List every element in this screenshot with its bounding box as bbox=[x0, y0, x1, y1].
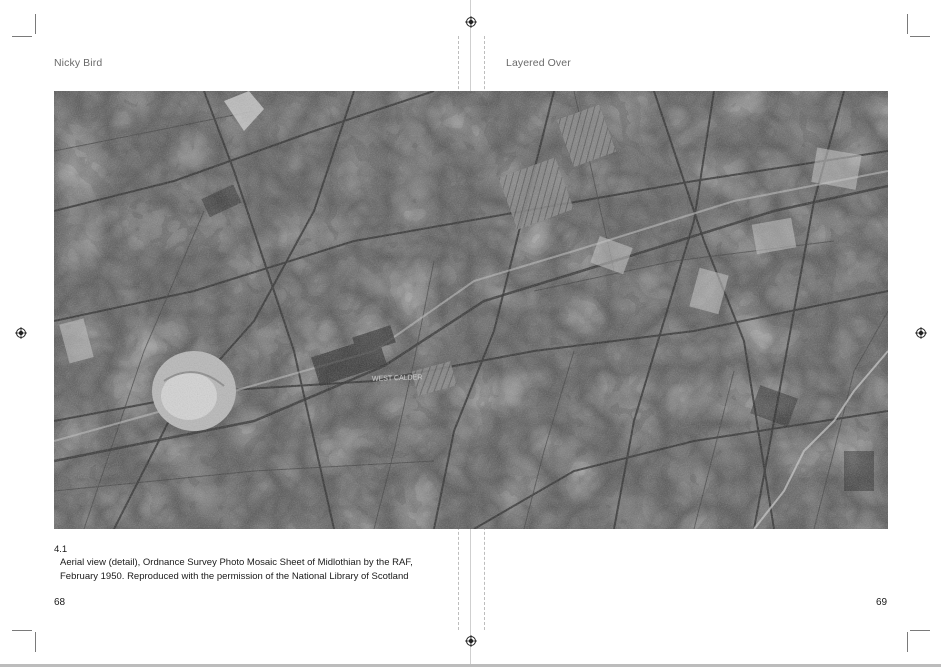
crop-mark-top-left-h bbox=[12, 36, 32, 37]
registration-mark-icon bbox=[465, 16, 477, 28]
aerial-photograph-image bbox=[54, 91, 888, 529]
crop-mark-bottom-right-v bbox=[907, 632, 908, 652]
running-head-title: Layered Over bbox=[506, 57, 571, 69]
page-number-left: 68 bbox=[54, 597, 66, 608]
crop-mark-bottom-left-v bbox=[35, 632, 36, 652]
crop-mark-top-right-v bbox=[907, 14, 908, 34]
caption-line: Aerial view (detail), Ordnance Survey Photo Mosaic Sheet of Midlothian by the RAF, bbox=[60, 557, 413, 568]
figure-number: 4.1 bbox=[54, 544, 68, 555]
aerial-photograph bbox=[54, 91, 888, 529]
registration-mark-icon bbox=[465, 635, 477, 647]
caption-line: February 1950. Reproduced with the permission of the National Library of Scotland bbox=[60, 571, 409, 582]
registration-mark-icon bbox=[15, 327, 27, 339]
crop-mark-top-left-v bbox=[35, 14, 36, 34]
page-number-right: 69 bbox=[876, 597, 888, 608]
crop-mark-top-right-h bbox=[910, 36, 930, 37]
crop-mark-bottom-right-h bbox=[910, 630, 930, 631]
figure-caption bbox=[60, 556, 460, 584]
crop-mark-bottom-left-h bbox=[12, 630, 32, 631]
registration-mark-icon bbox=[915, 327, 927, 339]
running-head-author: Nicky Bird bbox=[54, 57, 103, 69]
